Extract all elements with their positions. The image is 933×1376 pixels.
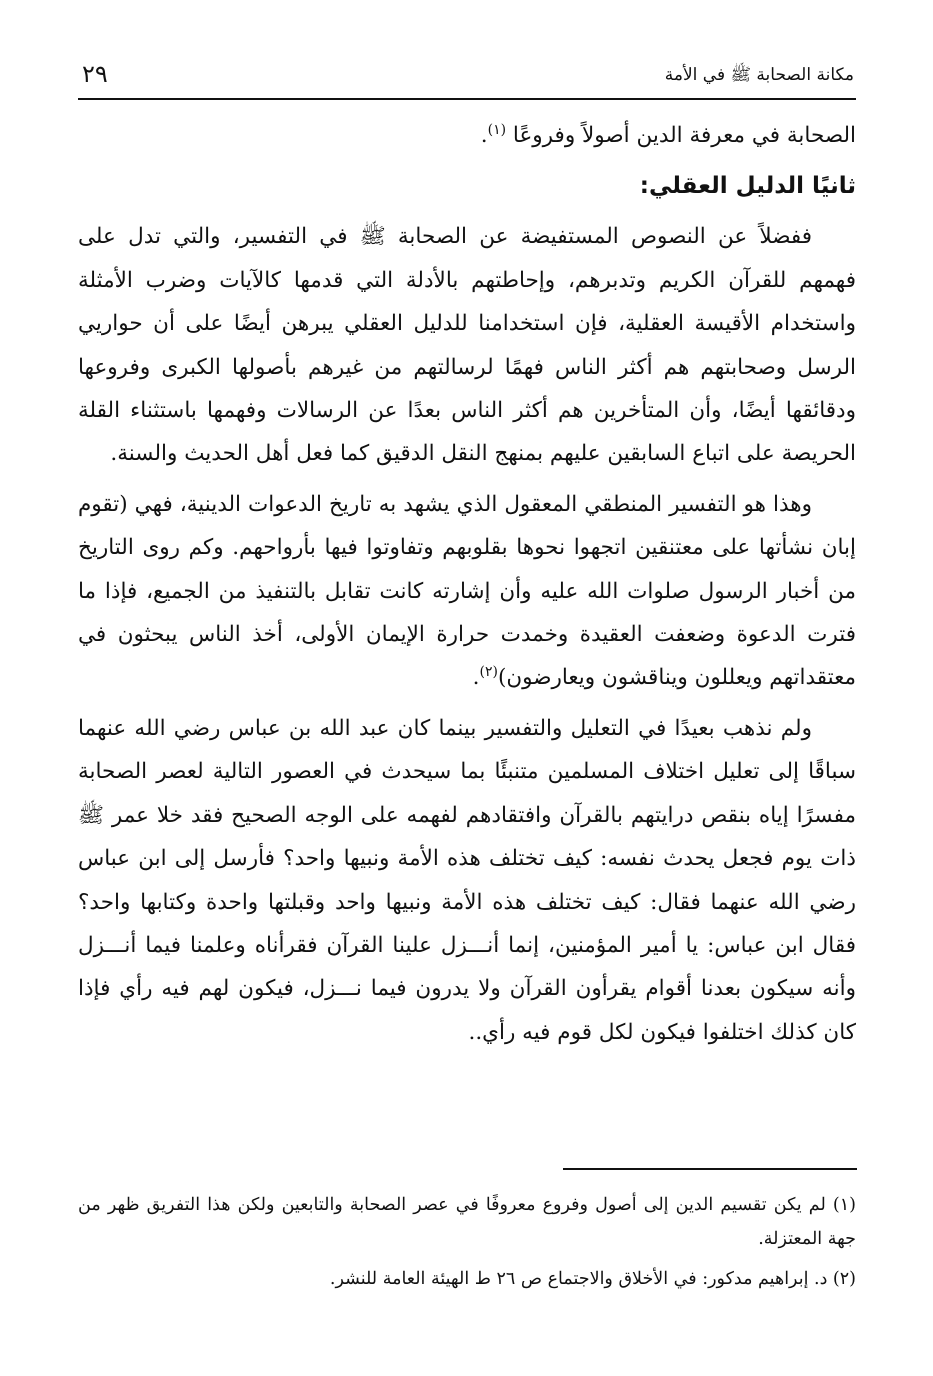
page-header [78,58,856,100]
footnotes [78,1188,856,1302]
paragraph [78,483,856,700]
paragraph-text: وهذا هو التفسير المنطقي المعقول الذي يشهد به تاريخ الدعوات الدينية، فهي (تقوم إبان نشأتها على معتنقين اتجهوا نحوها بقلوبهم وتفاوتوا فيها بأرواحهم. وكم روى التاريخ من أخبار الرسول صلوات الله عليه وأن إشارته كانت تقابل بالتنفيذ من الجميع، فإذا ما فترت الدعوة وضعفت العقيدة وخمدت حرارة الإيمان الأولى، أخذ الناس يبحثون في معتقداتهم ويعللون ويناقشون ويعارضون) [78,491,856,691]
main-text [78,114,856,1054]
paragraph-text: الصحابة في معرفة الدين أصولاً وفروعًا [512,123,856,148]
footnote-reference: (٢) [479,664,498,681]
paragraph: ولم نذهب بعيدًا في التعليل والتفسير بينما كان عبد الله بن عباس رضي الله عنهما سباقًا إلى تعليل اختلاف المسلمين متنبئًا بما سيحدث في العصور التالية لعصر الصحابة مفسرًا إياه بنقص درايتهم بالقرآن وافتقادهم لفهمه على الوجه الصحيح فقد خلا عمر ﷺ ذات يوم فجعل يحدث نفسه: كيف تختلف هذه الأمة ونبيها واحد؟ فأرسل إلى ابن عباس رضي الله عنهما فقال: كيف تختلف هذه الأمة ونبيها واحد وقبلتها واحدة وكتابها واحد؟ فقال ابن عباس: يا أمير المؤمنين، إنما أنـــزل علينا القرآن فقرأناه وعلمنا فيما أنـــزل وأنه سيكون بعدنا أقوام يقرأون القرآن ولا يدرون فيما نـــزل، فيكون لهم فيه رأي فإذا كان كذلك اختلفوا فيكون لكل قوم فيه رأي.. [78,715,856,1045]
paragraph-end: . [480,123,488,148]
footnote-reference: (١) [487,121,507,138]
footnote: (١) لم يكن تقسيم الدين إلى أصول وفروع معروفًا في عصر الصحابة والتابعين ولكن هذا التفريق ظهر من جهة المعتزلة. [78,1195,856,1249]
paragraph-continuation [78,114,856,157]
running-title: مكانة الصحابة ﷺ في الأمة [664,65,854,85]
footnote: (٢) د. إبراهيم مدكور: في الأخلاق والاجتماع ص ٢٦ ط الهيئة العامة للنشر. [329,1269,856,1289]
paragraph-end: . [472,665,480,691]
page-number: ٢٩ [82,60,108,88]
footnote-divider [563,1168,857,1170]
section-heading: ثانيًا الدليل العقلي: [639,173,856,200]
paragraph: ففضلاً عن النصوص المستفيضة عن الصحابة ﷺ في التفسير، والتي تدل على فهمهم للقرآن الكريم وتدبرهم، وإحاطتهم بالأدلة التي قدمها كالآيات وضرب الأمثلة واستخدام الأقيسة العقلية، فإن استخدامنا للدليل العقلي يبرهن أيضًا على أن حواريي الرسل وصحابتهم هم أكثر الناس فهمًا لرسالتهم من غيرهم بأصولها الكبرى وفروعها ودقائقها أيضًا، وأن المتأخرين هم أكثر الناس بعدًا عن الرسالات وفهمها باستثناء القلة الحريصة على اتباع السابقين عليهم بمنهج النقل الدقيق كما فعل أهل الحديث والسنة. [78,224,856,467]
